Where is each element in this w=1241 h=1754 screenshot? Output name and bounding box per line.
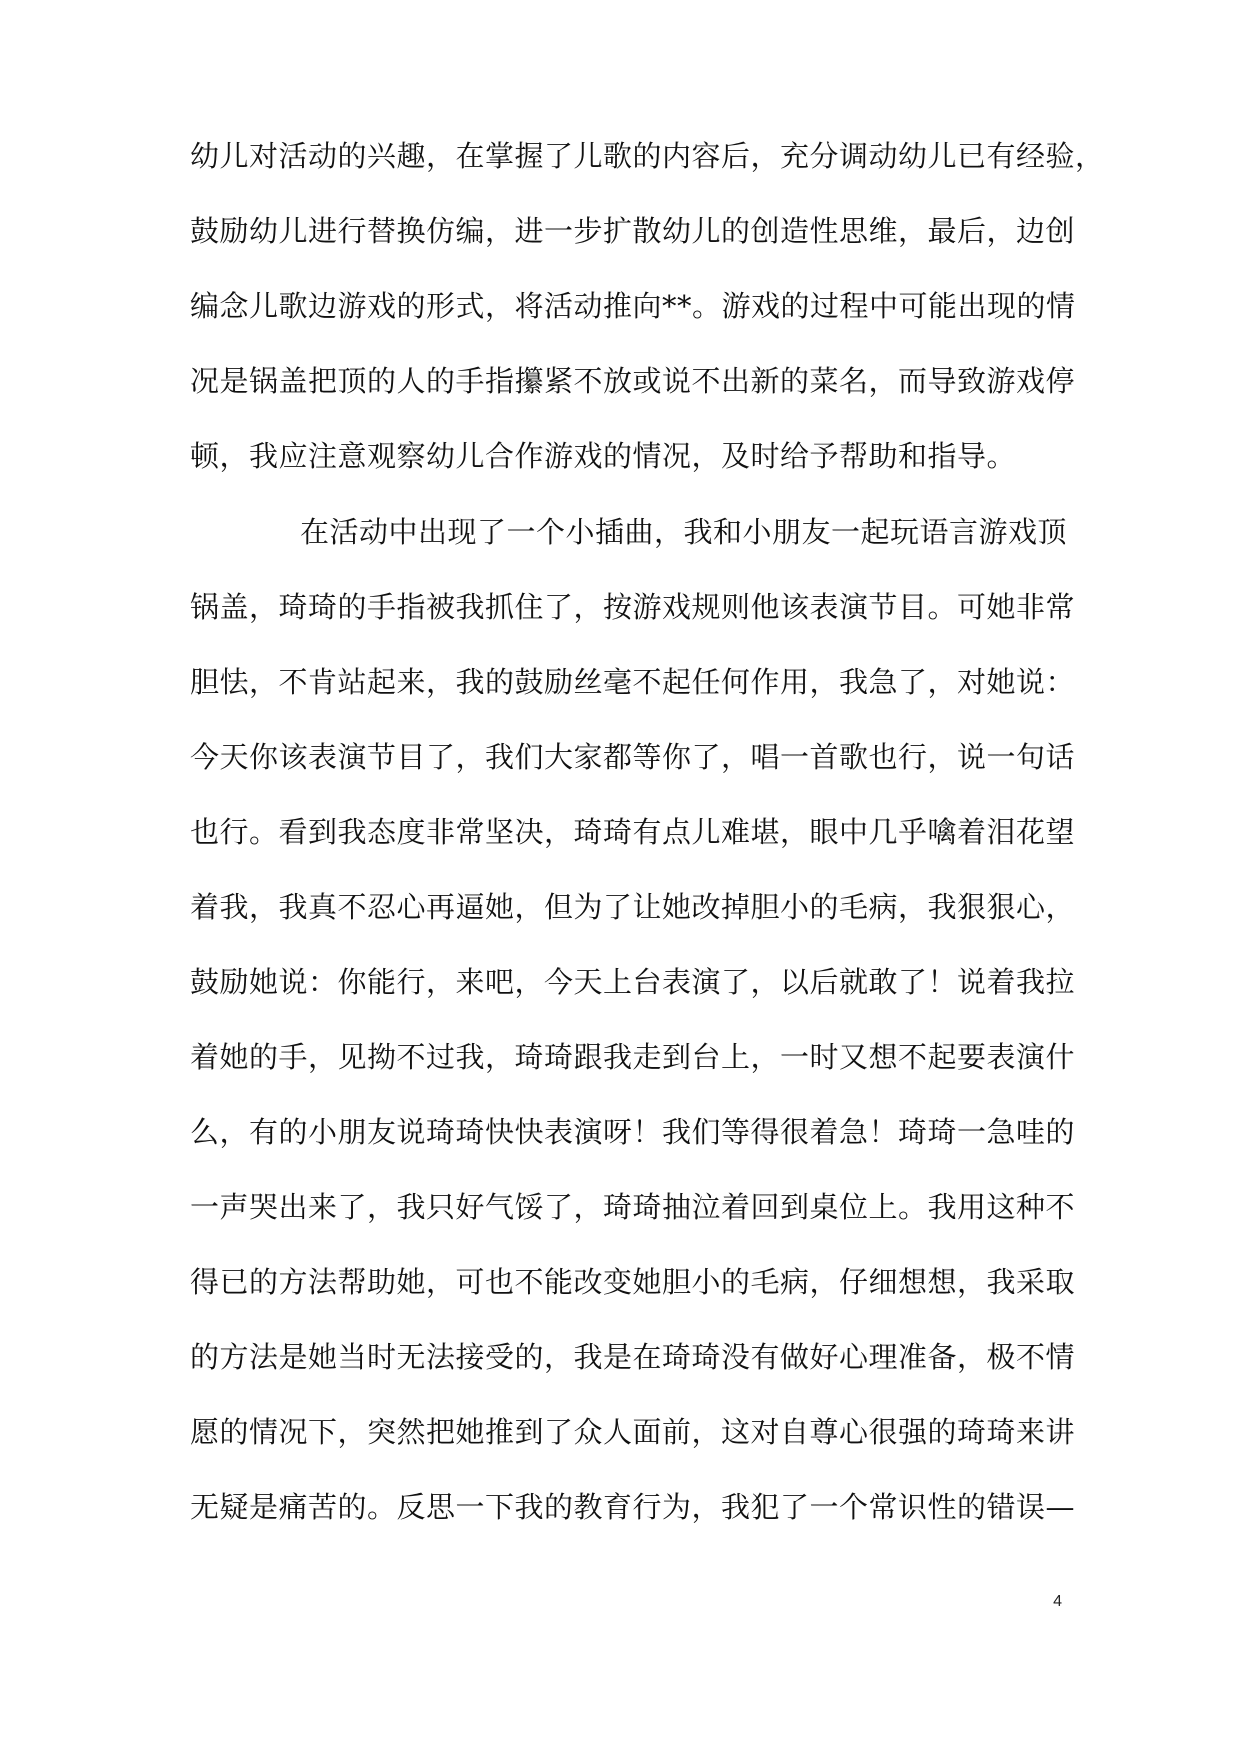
text-line-13: 着她的手，见拗不过我，琦琦跟我走到台上，一时又想不起要表演什	[190, 1040, 1076, 1074]
text-line-15: 一声哭出来了，我只好气馁了，琦琦抽泣着回到桌位上。我用这种不	[190, 1190, 1076, 1224]
text-line-16: 得已的方法帮助她，可也不能改变她胆小的毛病，仔细想想，我采取	[190, 1265, 1076, 1299]
text-line-8: 胆怯，不肯站起来，我的鼓励丝毫不起任何作用，我急了，对她说：	[190, 665, 1076, 699]
text-line-14: 么，有的小朋友说琦琦快快表演呀！我们等得很着急！琦琦一急哇的	[190, 1115, 1076, 1149]
paragraph-start-line: 在活动中出现了一个小插曲，我和小朋友一起玩语言游戏顶	[300, 515, 1068, 549]
page-number: 4	[1053, 1593, 1062, 1610]
text-line-10: 也行。看到我态度非常坚决，琦琦有点儿难堪，眼中几乎噙着泪花望	[190, 815, 1076, 849]
text-line-3: 编念儿歌边游戏的形式，将活动推向**。游戏的过程中可能出现的情	[190, 289, 1076, 323]
text-line-12: 鼓励她说：你能行，来吧，今天上台表演了，以后就敢了！说着我拉	[190, 965, 1076, 999]
text-line-1: 幼儿对活动的兴趣，在掌握了儿歌的内容后，充分调动幼儿已有经验，	[190, 139, 1105, 173]
text-line-5: 顿，我应注意观察幼儿合作游戏的情况，及时给予帮助和指导。	[190, 439, 1017, 473]
text-line-4: 况是锅盖把顶的人的手指攥紧不放或说不出新的菜名，而导致游戏停	[190, 364, 1076, 398]
text-line-19: 无疑是痛苦的。反思一下我的教育行为，我犯了一个常识性的错误—	[190, 1490, 1076, 1524]
text-line-2: 鼓励幼儿进行替换仿编，进一步扩散幼儿的创造性思维，最后，边创	[190, 214, 1076, 248]
text-line-11: 着我，我真不忍心再逼她，但为了让她改掉胆小的毛病，我狠狠心，	[190, 890, 1076, 924]
text-line-18: 愿的情况下，突然把她推到了众人面前，这对自尊心很强的琦琦来讲	[190, 1415, 1076, 1449]
text-line-9: 今天你该表演节目了，我们大家都等你了，唱一首歌也行，说一句话	[190, 740, 1076, 774]
text-line-7: 锅盖，琦琦的手指被我抓住了，按游戏规则他该表演节目。可她非常	[190, 590, 1076, 624]
text-line-17: 的方法是她当时无法接受的，我是在琦琦没有做好心理准备，极不情	[190, 1340, 1076, 1374]
